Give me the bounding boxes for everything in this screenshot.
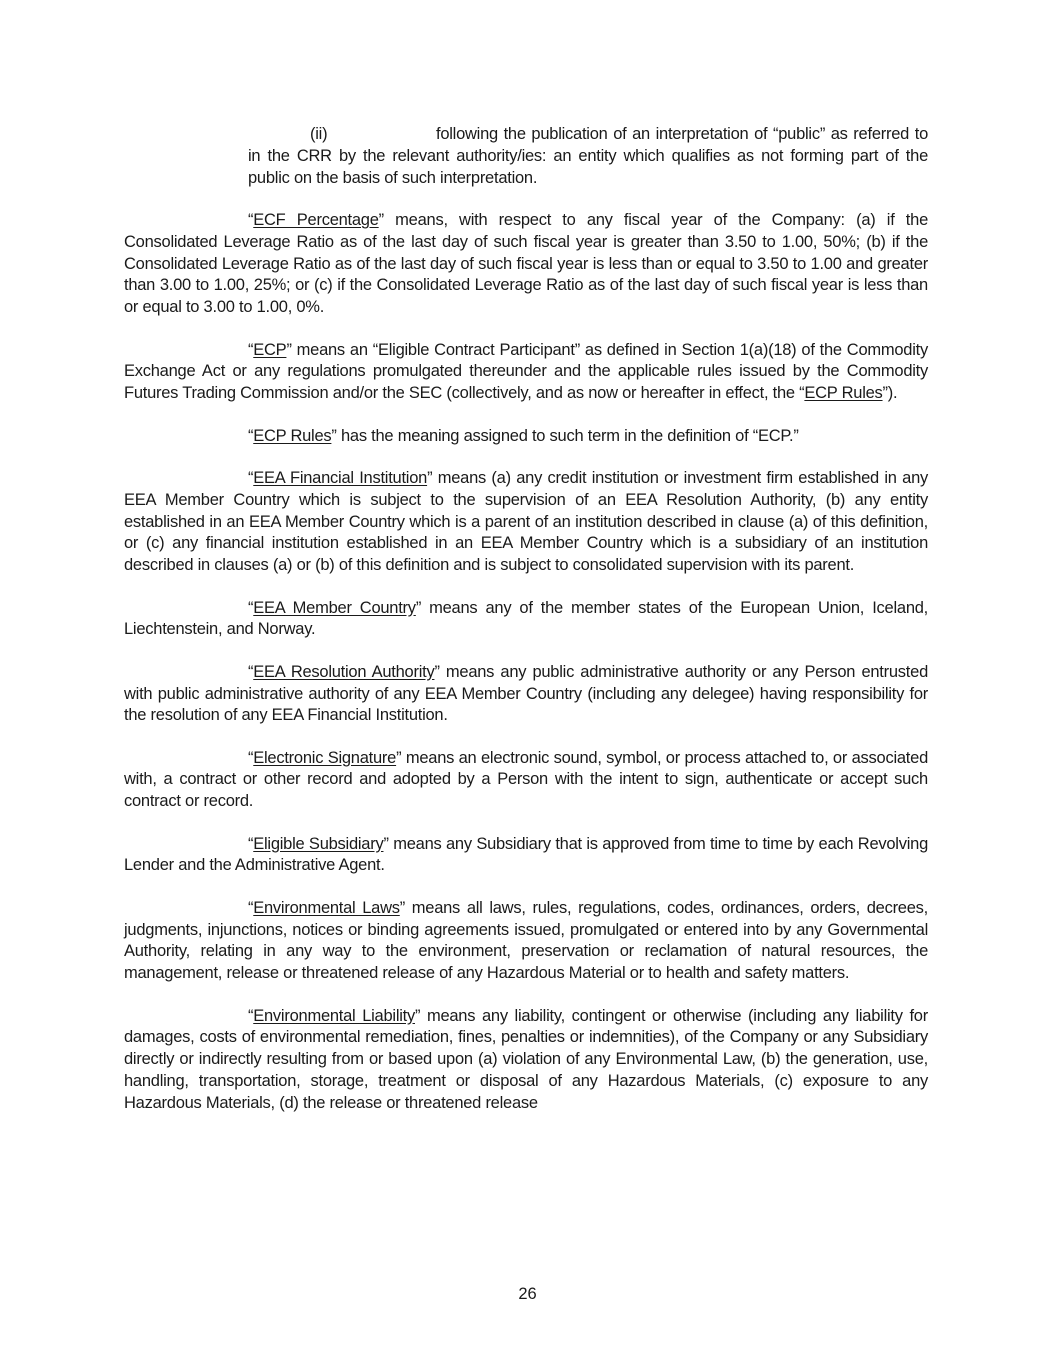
- definition-text: ” means any liability, contingent or otherwise (including any liability for damages, costs of environmental remediation, fines, penalties or indemnities), of the Company or any Subsidiary directly or indirectly resulting from or based upon (a) violation of any Environmental Law, (b) the generation, use, handling, transportation, storage, treatment or disposal of any Hazardous Materials, (c) exposure to any Hazardous Materials, (d) the release or threatened release: [124, 1006, 928, 1112]
- definition-text: ” means any public administrative authority or any Person entrusted with public administrative authority of any EEA Member Country (including any delegee) having responsibility for the resolution of any EEA Financial Institution.: [124, 662, 928, 725]
- defined-term: Environmental Laws: [253, 898, 400, 917]
- definition-text: ” means all laws, rules, regulations, codes, ordinances, orders, decrees, judgments, injunctions, notices or binding agreements issued, promulgated or entered into by any Governmental Authority, relating in any way to the environment, preservation or reclamation of natural resources, the management, release or threatened release of any Hazardous Material or to health and safety matters.: [124, 898, 928, 983]
- open-quote: “: [248, 598, 254, 617]
- open-quote: “: [248, 834, 254, 853]
- defined-term: Eligible Subsidiary: [253, 834, 384, 853]
- defined-term: ECF Percentage: [253, 210, 379, 229]
- defined-term: ECP Rules: [253, 426, 332, 445]
- definition-text: ” means an “Eligible Contract Participant” as defined in Section 1(a)(18) of the Commodity Exchange Act or any regulations promulgated thereunder and the applicable rules issued by the Commodity Futures Trading Commission and/or the SEC (collectively, and as now or hereafter in effect, the “: [124, 340, 928, 403]
- definition-eligible-subsidiary: [124, 834, 928, 878]
- defined-term: EEA Resolution Authority: [253, 662, 435, 681]
- open-quote: “: [248, 340, 254, 359]
- definition-text: ” means, with respect to any fiscal year of the Company: (a) if the Consolidated Leverage Ratio as of the last day of such fiscal year is greater than 3.50 to 1.00, 50%; (b) if the Consolidated Leverage Ratio as of the last day of such fiscal year is less than or equal to 3.50 to 1.00 and greater than 3.00 to 1.00, 25%; or (c) if the Consolidated Leverage Ratio as of the last day of such fiscal year is less than or equal to 3.00 to 1.00, 0%.: [124, 210, 928, 317]
- definition-text: ” means an electronic sound, symbol, or process attached to, or associated with, a contract or other record and adopted by a Person with the intent to sign, authenticate or accept such contract or record.: [124, 748, 928, 811]
- definition-text: ” means any of the member states of the European Union, Iceland, Liechtenstein, and Norway.: [124, 598, 929, 639]
- definition-electronic-signature: [124, 748, 928, 813]
- defined-term: Environmental Liability: [253, 1006, 415, 1025]
- open-quote: “: [248, 468, 254, 487]
- open-quote: “: [248, 210, 254, 229]
- page-body: [124, 124, 928, 1115]
- definition-tail: ”).: [882, 384, 898, 403]
- open-quote: “: [248, 426, 254, 445]
- page-number: 26: [518, 1285, 537, 1303]
- definition-environmental-liability: [124, 1006, 928, 1115]
- defined-term: EEA Financial Institution: [253, 468, 428, 487]
- open-quote: “: [248, 898, 254, 917]
- open-quote: “: [248, 662, 254, 681]
- definition-text: ” means (a) any credit institution or investment firm established in any EEA Member Country which is subject to the supervision of an EEA Resolution Authority, (b) any entity established in an EEA Member Country which is a parent of an institution described in clause (a) of this definition, or (c) any financial institution established in an EEA Member Country which is a subsidiary of an institution described in clauses (a) or (b) of this definition and is subject to consolidated supervision with its parent.: [124, 468, 928, 575]
- definition-ecp: [124, 340, 928, 405]
- subclause-text: following the publication of an interpretation of “public” as referred to in the CRR by the relevant authority/ies: an entity which qualifies as not forming part of the public on the basis of such interpretation.: [248, 125, 928, 187]
- open-quote: “: [248, 1006, 254, 1025]
- definition-ecf-percentage: [124, 210, 928, 319]
- definition-ecp-rules: [124, 426, 928, 448]
- defined-term: EEA Member Country: [253, 598, 416, 617]
- definition-eea-member-country: [124, 598, 928, 642]
- definition-eea-resolution-authority: [124, 662, 928, 727]
- defined-term: Electronic Signature: [253, 748, 397, 767]
- subclause-number: (ii): [310, 125, 328, 143]
- defined-term: ECP: [253, 340, 287, 359]
- definition-text: ” has the meaning assigned to such term in the definition of “ECP.”: [331, 426, 799, 445]
- subclause-ii: [248, 124, 928, 189]
- open-quote: “: [248, 748, 254, 767]
- definition-text: ” means any Subsidiary that is approved from time to time by each Revolving Lender and the Administrative Agent.: [124, 834, 928, 875]
- definition-environmental-laws: [124, 898, 928, 985]
- inner-defined-term: ECP Rules: [804, 384, 883, 403]
- definition-eea-financial-institution: [124, 468, 928, 577]
